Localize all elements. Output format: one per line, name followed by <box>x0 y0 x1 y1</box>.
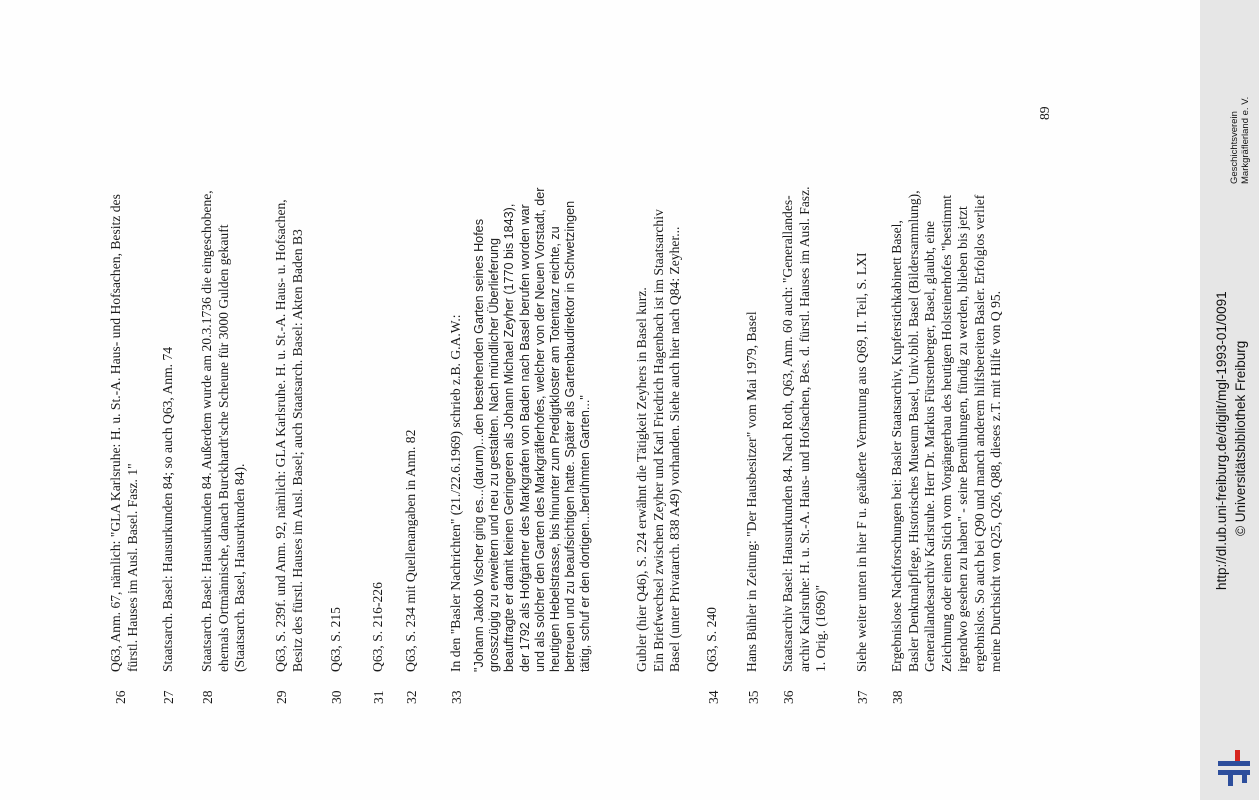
continuation-line: Basel (unter Privatarch. 838 A49) vorhanden. Siehe auch hier nach Q84: Zeyher... <box>667 226 682 672</box>
library-logo-icon <box>1212 747 1256 789</box>
footnote-line: Q63, S. 234 mit Quellenangaben in Anm. 82 <box>403 429 418 672</box>
footnote-text <box>744 72 761 672</box>
footnote-line: meine Durchsicht von Q25, Q26, Q88, dieses z.T. mit Hilfe von Q 95. <box>988 290 1003 672</box>
footnote-line: fürstl. Hauses im Ausl. Basel. Fasz. 1" <box>124 463 140 672</box>
footnote-number: 29 <box>274 690 289 704</box>
footnote-number: 32 <box>404 690 419 704</box>
quote-line: heutigen Hebelstrasse, bis hinunter zum Predigtkloster am Totentanz reichte, zu <box>548 226 563 672</box>
footnote-line: Besitz des fürstl. Hauses im Ausl. Basel; auch Staatsarch. Basel: Akten Baden B3 <box>289 229 305 672</box>
society-name <box>1229 97 1251 184</box>
footnote-line: ergebnislos. So auch bei Q90 und manch anderem hilfsbereiten Basler. Erfolglos verlief <box>971 194 987 672</box>
footnote-line: Hans Bühler in Zeitung: "Der Hausbesitzer" vom Mai 1979, Basel <box>744 311 759 672</box>
footnote-number: 35 <box>746 690 761 704</box>
quote-line: betreuen und zu beaufsichtigen hatte. Später als Gartenbaudirektor in Schwetzingen <box>563 200 578 672</box>
footnote-line: archiv Karlsruhe: H. u. St.-A. Haus- und Hofsachen, Bes. d. fürstl. Hauses im Ausl. Fasz. <box>796 186 812 672</box>
footnote-line: Zeichnung oder einen Stich vom Vorgängerbau des heutigen Holsteinerhofes "bestimmt <box>938 194 954 672</box>
quote-line: der 1792 als Hofgärtner des Markgrafen von Baden nach Basel berufen worden war <box>517 204 532 672</box>
document-url[interactable]: http://dl.ub.uni-freiburg.de/diglit/mgl-1993-01/0091 <box>1214 291 1229 590</box>
quote-line: und als solcher den Garten des Markgräflerhofes, welcher von der Neuen Vorstadt, der <box>532 187 547 672</box>
footnote-line: Q63, S. 239f. und Anm. 92, nämlich: GLA Karlsruhe. H. u. St.-A. Haus- u. Hofsachen, <box>273 199 288 672</box>
footnote-number: 27 <box>161 690 176 704</box>
footnote-text <box>889 72 1005 672</box>
footnote-line: Basler Denkmalpflege, Historisches Museum Basel, Univ.bibl. Basel (Bildersammlung), <box>905 190 921 672</box>
footnote-text <box>160 72 177 672</box>
footnote-number: 28 <box>200 690 215 704</box>
footnote-line: Staatsarch. Basel: Hausurkunden 84. Außerdem wurde am 20.3.1736 die eingeschobene, <box>199 190 214 672</box>
footnote-text <box>448 72 465 672</box>
footnote-text <box>108 72 141 672</box>
footnote-text <box>403 72 420 672</box>
footnote-line: Ergebnislose Nachforschungen bei: Basler Staatsarchiv, Kupferstichkabinett Basel, <box>889 220 904 672</box>
footnote-text <box>704 72 721 672</box>
footnote-number: 36 <box>781 690 796 704</box>
footnote-line: irgendwo gesehen zu haben" - seine Bemühungen, fündig zu werden, blieben bis jetzt <box>955 206 970 672</box>
footnote-number: 26 <box>113 690 128 704</box>
footnote-number: 33 <box>449 690 464 704</box>
footnote-number: 38 <box>890 690 905 704</box>
footnote-text <box>370 72 387 672</box>
footnote-line: Q63, Anm. 67, nämlich: "GLA Karlsruhe: H. u. St.-A. Haus- und Hofsachen, Besitz des <box>108 194 123 672</box>
copyright-notice: © Universitätsbibliothek Freiburg <box>1233 340 1248 536</box>
footnote-number: 37 <box>855 690 870 704</box>
footnote-line: (Staatsarch. Basel, Hausurkunden 84). <box>232 463 247 672</box>
footnote-number: 31 <box>371 690 386 704</box>
footnote-line: Q63, S. 216-226 <box>370 582 385 672</box>
footnote-number: 34 <box>706 690 721 704</box>
footnote-line: Staatsarch. Basel: Hausurkunden 84; so auch Q63, Anm. 74 <box>160 346 175 672</box>
continuation-line: Ein Briefwechsel zwischen Zeyher und Karl Friedrich Hagenbach ist im Staatsarchiv <box>650 209 666 672</box>
footnote-line: ehemals Ortmännische, danach Burckhardt'sche Scheune für 3000 Gulden gekauft <box>215 224 231 672</box>
footnote-number: 30 <box>329 690 344 704</box>
footnote-line: Q63, S. 240 <box>704 607 719 672</box>
footnote-line: Q63, S. 215 <box>328 607 343 672</box>
footnote-text <box>854 72 871 672</box>
footnote-line: Staatsarchiv Basel: Hausurkunden 84. Nach Roth, Q63, Anm. 60 auch: "Generallandes- <box>780 195 795 672</box>
footnote-text <box>328 72 345 672</box>
society-line-2: Markgräflerland e. V. <box>1240 96 1251 184</box>
footnote-text <box>273 72 306 672</box>
quote-line: beauftragte er damit keinen Geringeren als Johann Michael Zeyher (1770 bis 1843), <box>502 203 517 672</box>
footnote-line: Siehe weiter unten in hier F u. geäußerte Vermutung aus Q69, II. Teil, S. LXI <box>854 252 869 672</box>
footnote-line: In den "Basler Nachrichten" (21./22.6.1969) schrieb z.B. G.A.W.: <box>448 314 463 672</box>
society-line-1: Geschichtsverein <box>1229 111 1240 184</box>
quote-line: tätig, schuf er den dortigen...berühmten Garten..." <box>578 395 593 672</box>
quote-line: grosszügig zu erweitern und neu zu gestalten. Nach mündlicher Überlieferung <box>487 237 502 672</box>
continuation-line: Gubler (hier Q46), S. 224 erwähnt die Tätigkeit Zeyhers in Basel kurz. <box>634 287 649 672</box>
footnote-line: 1. Orig. (1696)" <box>813 584 828 672</box>
quote-block <box>472 72 594 672</box>
footnote-text <box>199 72 249 672</box>
quote-line: "Johann Jakob Vischer ging es...(darum)...den bestehenden Garten seines Hofes <box>472 219 486 672</box>
page-number: 89 <box>1037 106 1052 120</box>
footnote-text <box>780 72 830 672</box>
footnote-line: Generallandesarchiv Karlsruhe. Herr Dr. Markus Fürstenberger, Basel, glaubt, eine <box>922 220 937 672</box>
footnote-continuation <box>634 72 684 672</box>
